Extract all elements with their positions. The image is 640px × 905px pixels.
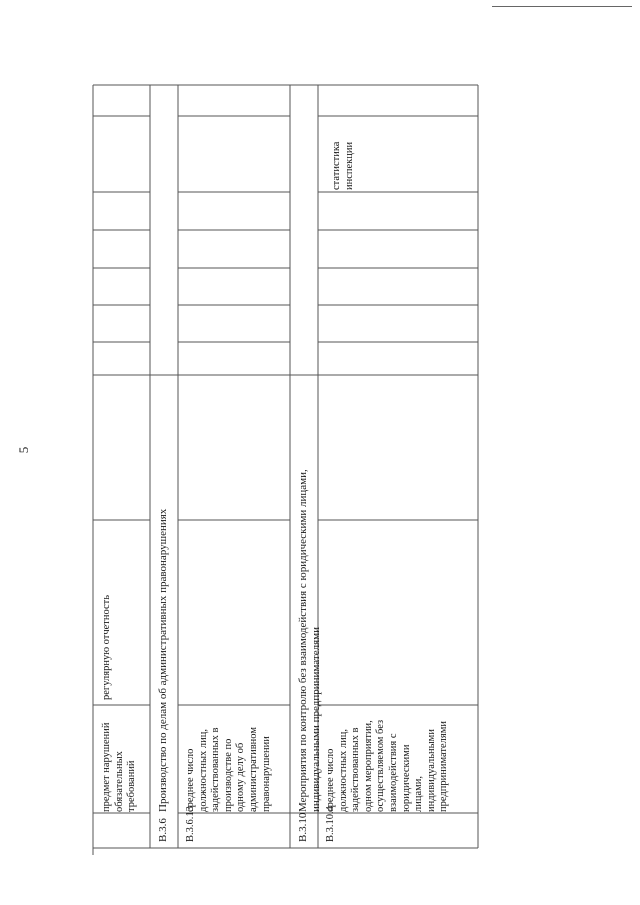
row1-reporting-cell: регулярную отчетность	[101, 594, 112, 700]
row3-indicator-name: среднее число должностных лиц, задействованных в производстве по одному делу об административном правонарушении	[185, 727, 272, 812]
page-number: 5	[16, 446, 31, 454]
row4-code: B.3.10	[297, 812, 309, 842]
row1-requirements-cell: предмет нарушений обязательных требований	[101, 722, 138, 812]
row5-indicator-name: среднее число должностных лиц, задействованных в одном мероприятии, осуществляемом без взаимодействия с юридическими лицами, индивидуальными предпринимателями	[325, 719, 450, 812]
row4-section-heading: Мероприятия по контролю без взаимодействия с юридическими лицами, индивидуальными предпринимателями	[297, 469, 322, 812]
row5-code: B.3.10.4	[325, 806, 336, 842]
row5-source-cell: статистика инспекции	[331, 141, 355, 190]
row2-section-heading: Производство по делам об административных правонарушениях	[157, 508, 169, 812]
row3-code: B.3.6.13	[185, 806, 196, 842]
row2-code: B.3.6	[157, 818, 169, 842]
